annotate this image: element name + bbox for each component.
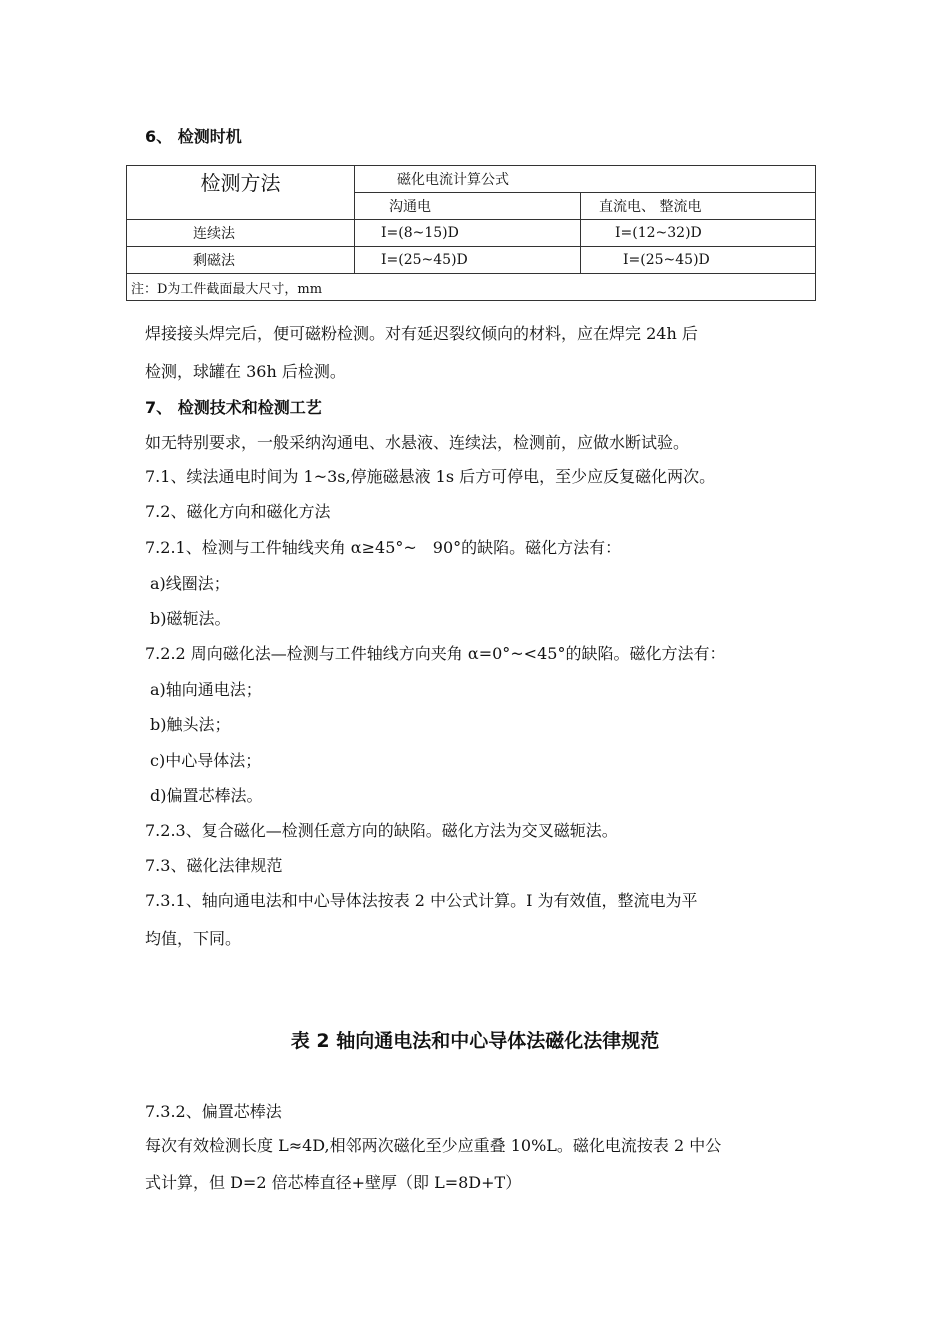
- section-7-heading: 7、 检测技术和检测工艺: [145, 398, 322, 417]
- ac-value-cell: I=(25~45)D: [355, 247, 581, 274]
- table-note-cell: 注：D为工件截面最大尺寸，mm: [127, 274, 816, 301]
- section-7-3-1-line-1: 7.3.1、轴向通电法和中心导体法按表 2 中公式计算。I 为有效值，整流电为平: [145, 891, 698, 910]
- section-6-heading: 6、 检测时机: [145, 127, 242, 146]
- section-7-1-text: 7.1、续法通电时间为 1~3s,停施磁悬液 1s 后方可停电，至少应反复磁化两次。: [145, 467, 716, 486]
- section-7-intro: 如无特别要求，一般采纳沟通电、水悬液、连续法，检测前，应做水断试验。: [145, 433, 690, 452]
- timing-paragraph-line-2: 检测，球罐在 36h 后检测。: [145, 362, 346, 381]
- section-7-2-3-text: 7.2.3、复合磁化—检测任意方向的缺陷。磁化方法为交叉磁轭法。: [145, 821, 618, 840]
- list-item: d)偏置芯棒法。: [150, 786, 263, 805]
- row-label-cell: 剩磁法: [127, 247, 355, 274]
- formula-header-cell: 磁化电流计算公式: [355, 166, 816, 193]
- dc-header-cell: 直流电、 整流电: [581, 193, 816, 220]
- section-7-2-1-text: 7.2.1、检测与工件轴线夹角 α≥45°~ 90°的缺陷。磁化方法有：: [145, 538, 622, 557]
- dc-value-cell: I=(12~32)D: [581, 220, 816, 247]
- list-item: b)触头法；: [150, 715, 231, 734]
- ac-header-cell: 沟通电: [355, 193, 581, 220]
- section-7-3-2-line-2: 式计算，但 D=2 倍芯棒直径+壁厚（即 L=8D+T）: [145, 1173, 522, 1192]
- list-item: a)轴向通电法；: [150, 680, 262, 699]
- dc-value-cell: I=(25~45)D: [581, 247, 816, 274]
- table-row: [127, 247, 816, 274]
- table-2-title: 表 2 轴向通电法和中心导体法磁化法律规范: [290, 1030, 660, 1052]
- section-7-3-heading: 7.3、磁化法律规范: [145, 856, 283, 875]
- list-item: c)中心导体法；: [150, 751, 262, 770]
- section-7-3-2-heading: 7.3.2、偏置芯棒法: [145, 1102, 282, 1121]
- list-item: b)磁轭法。: [150, 609, 231, 628]
- table-row: [127, 220, 816, 247]
- section-7-3-1-line-2: 均值，下同。: [145, 929, 242, 948]
- section-7-2-heading: 7.2、磁化方向和磁化方法: [145, 502, 331, 521]
- list-item: a)线圈法；: [150, 574, 230, 593]
- table-header-row: [127, 166, 816, 193]
- ac-value-cell: I=(8~15)D: [355, 220, 581, 247]
- section-7-3-2-line-1: 每次有效检测长度 L≈4D,相邻两次磁化至少应重叠 10%L。磁化电流按表 2 中公: [145, 1136, 722, 1155]
- section-7-2-2-text: 7.2.2 周向磁化法—检测与工件轴线方向夹角 α=0°~<45°的缺陷。磁化方法有：: [145, 644, 726, 663]
- table-note-row: [127, 274, 816, 301]
- method-header-cell: 检测方法: [127, 166, 355, 220]
- timing-paragraph-line-1: 焊接接头焊完后，便可磁粉检测。对有延迟裂纹倾向的材料，应在焊完 24h 后: [145, 324, 698, 343]
- row-label-cell: 连续法: [127, 220, 355, 247]
- magnetizing-current-table: [126, 165, 816, 301]
